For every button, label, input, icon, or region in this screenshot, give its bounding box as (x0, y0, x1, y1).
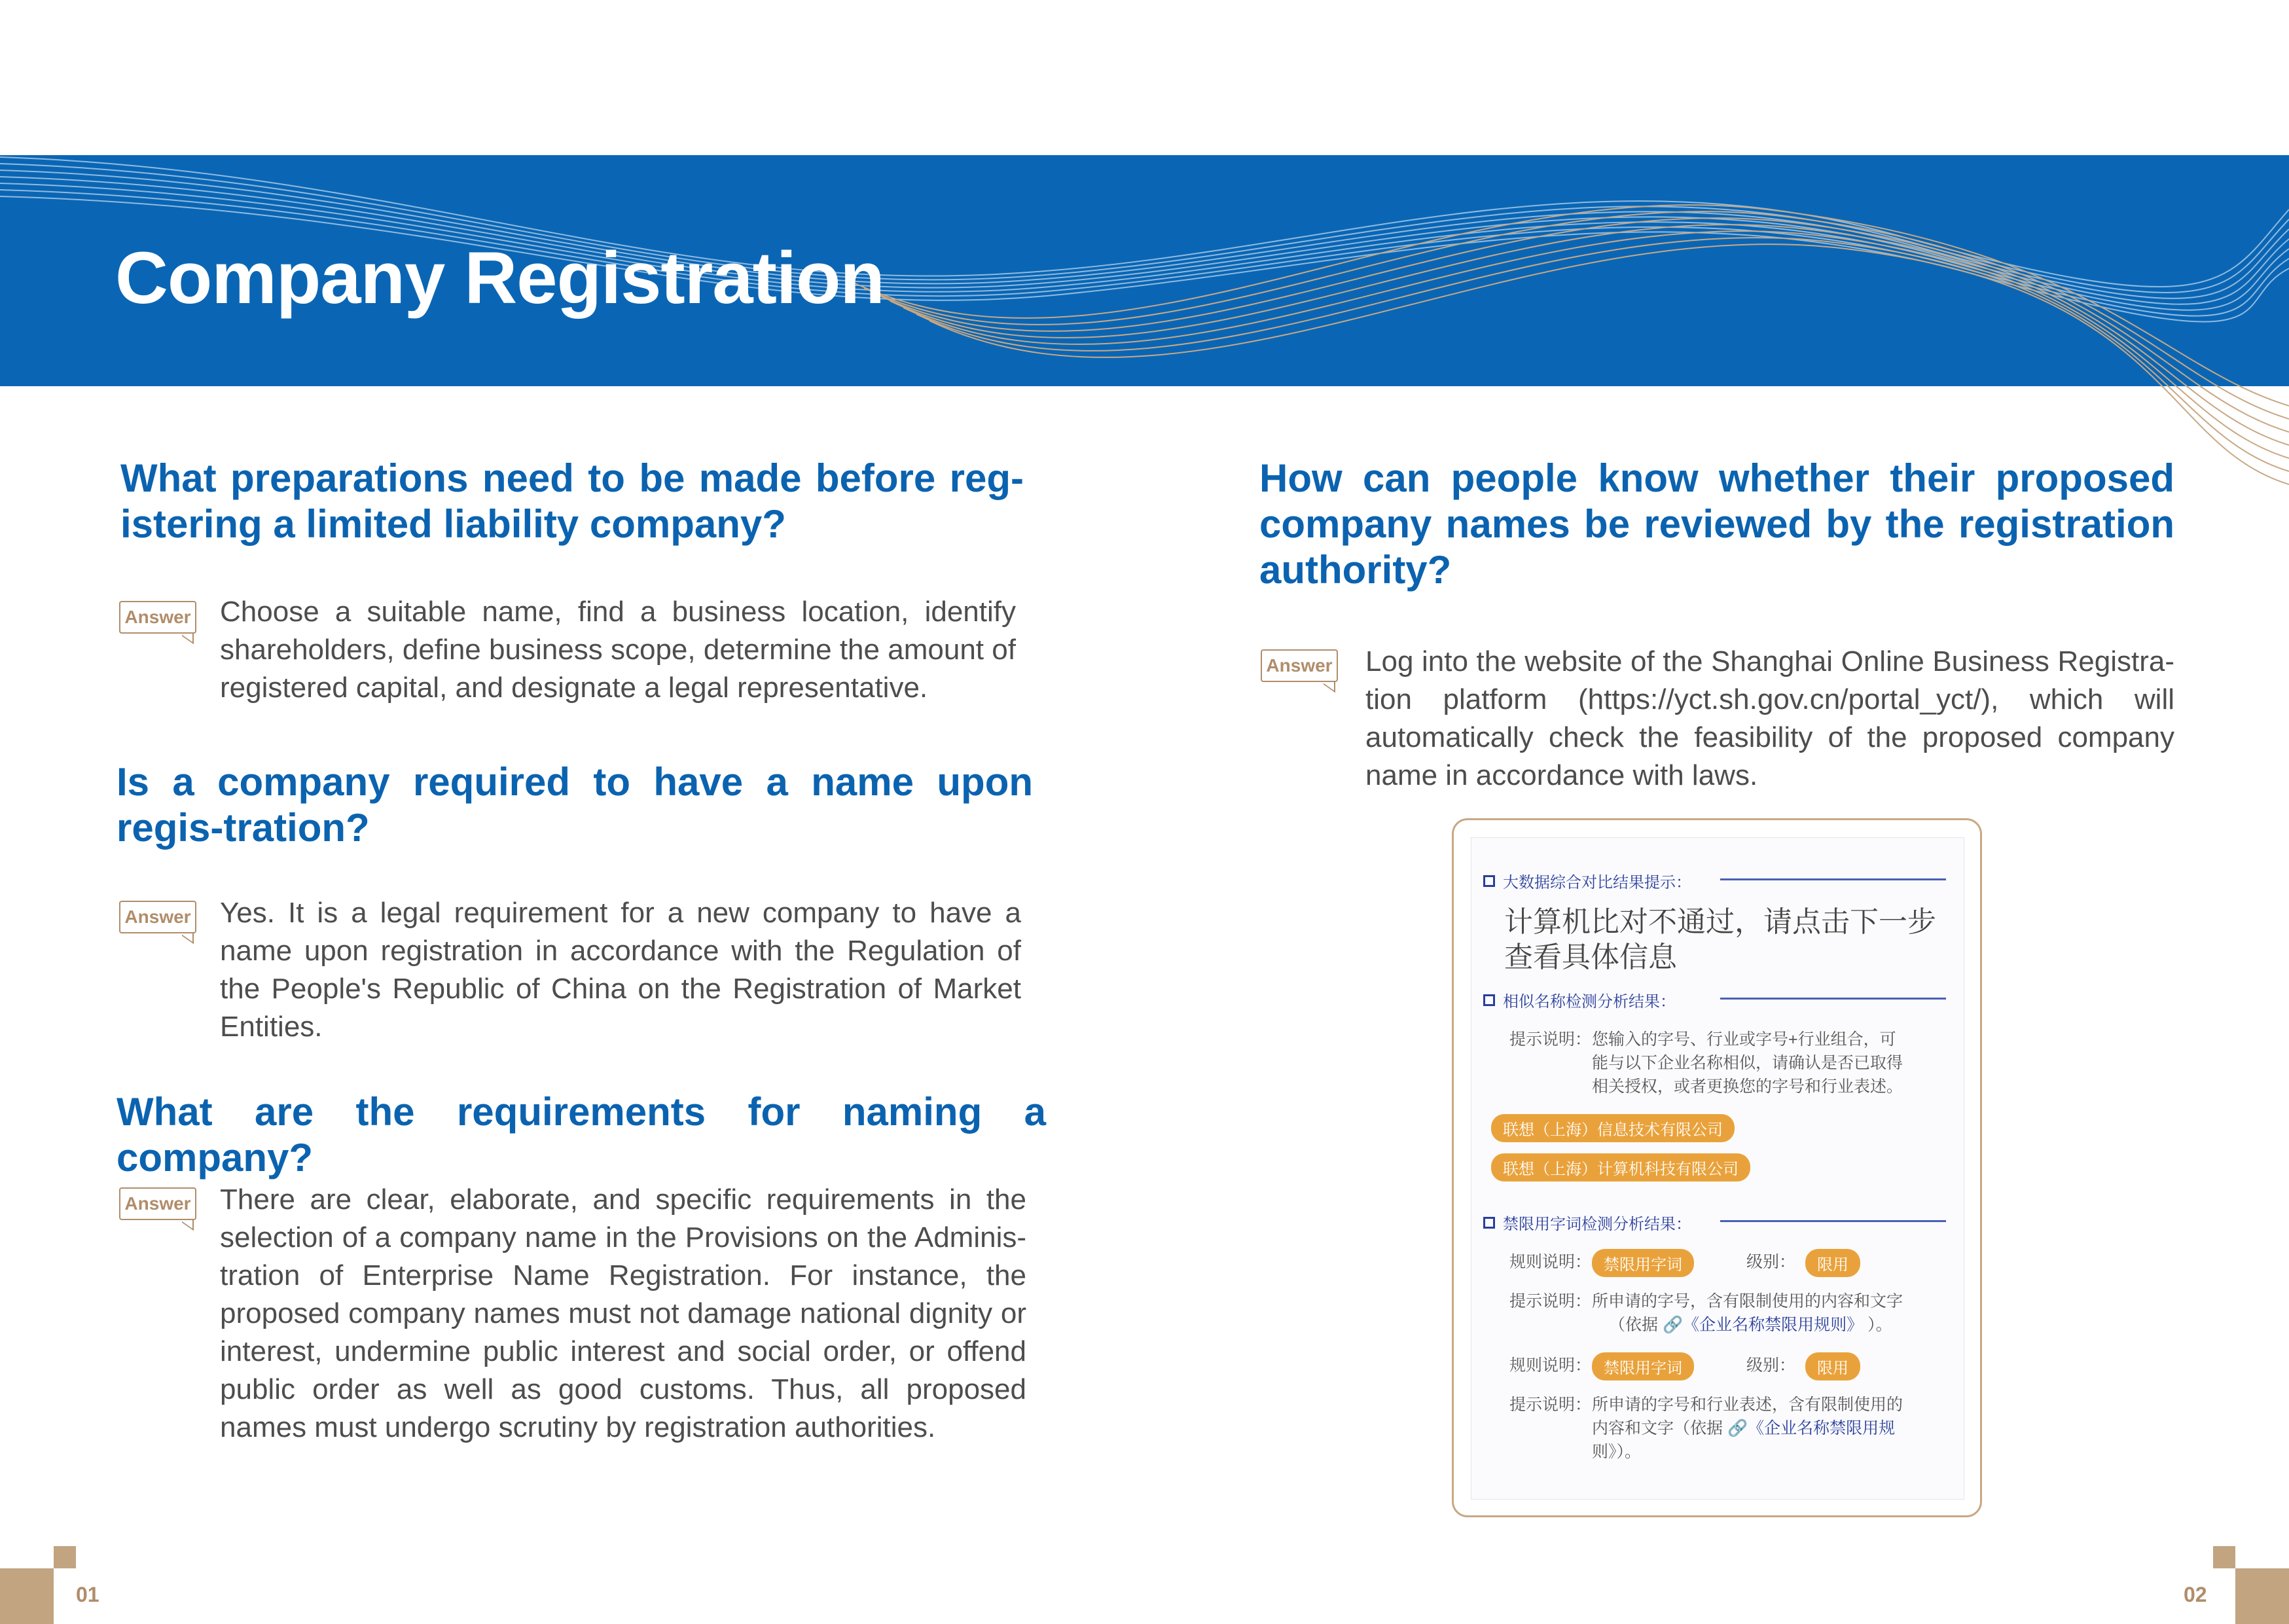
corner-decoration (2235, 1568, 2289, 1624)
rules-link[interactable]: 🔗《企业名称禁限用规则》 (1662, 1316, 1864, 1334)
similar-name-badge: 联想（上海）计算机科技有限公司 (1491, 1153, 1750, 1182)
answer-text: Log into the website of the Shanghai Online Business Registra-tion platform (https://yct.sh.gov.cn/portal_yct/), which will automatically check the feasibility of the proposed company name in accordance with laws. (1365, 645, 2174, 791)
level-badge: 限用 (1805, 1352, 1860, 1380)
section-heading: 大数据综合对比结果提示： (1483, 869, 1691, 892)
question-heading: How can people know whether their proposed company names be reviewed by the registration authority? (1259, 456, 2174, 592)
question-heading: What are the requirements for naming a company? (117, 1090, 1046, 1180)
answer-text: Yes. It is a legal requirement for a new company to have a name upon registration in accordance with the Regulation of the People's Republic of China on the Registration of Market Entities. (220, 897, 1021, 1043)
answer-tag: Answer (119, 1187, 196, 1220)
similar-name-badge: 联想（上海）信息技术有限公司 (1491, 1114, 1735, 1142)
section-heading: 相似名称检测分析结果： (1483, 988, 1676, 1011)
rule-badge: 禁限用字词 (1592, 1352, 1694, 1380)
answer-tag: Answer (119, 601, 196, 634)
section-heading: 禁限用字词检测分析结果： (1483, 1211, 1691, 1234)
corner-decoration (2213, 1546, 2235, 1568)
check-result: 计算机比对不通过，请点击下一步查看具体信息 (1504, 906, 1936, 973)
answer-tag: Answer (119, 901, 196, 933)
corner-decoration (54, 1546, 76, 1568)
answer-tag: Answer (1261, 649, 1338, 682)
answer-text: There are clear, elaborate, and specific requirements in the selection of a company name in the Provisions on the Adminis-tration of Enterprise Name Registration. For instance, the proposed company names must not damage national dignity or interest, undermine public interest and social order, or offend public order as well as good customs. Thus, all proposed names must undergo scrutiny by registration authorities. (220, 1183, 1026, 1443)
answer-text: Choose a suitable name, find a business location, identify shareholders, define business scope, determine the amount of registered capital, and designate a legal representative. (220, 596, 1016, 704)
level-badge: 限用 (1805, 1249, 1860, 1277)
website-screenshot: 大数据综合对比结果提示： 计算机比对不通过，请点击下一步查看具体信息 相似名称检测分析结果： 提示说明： 您输入的字号、行业或字号+行业组合，可 能与以下企业名称相似，请确认是否已取得 相关授权，或者更换您的字号和行业表述。 联想（上海）信息技术有限公司 联想（上海）计算机科技有限公司 禁限用字词检测分析结果： 规则说明： 禁限用字词 级别： 限用 提示说明： 所申请的字号，含有限制使用的内容和文字 （依据 🔗《企业名称禁限用规则》 ）。 规则说明： 禁限用字词 级别： 限用 提示说明： 所申请的字号和行业表述，含有限制使用的 内容和文字（依据 🔗《企业名称禁限用规 则》）。 (1452, 818, 1982, 1517)
page-title: Company Registration (115, 237, 884, 319)
rules-link[interactable]: 🔗《企业名称禁限用规 (1727, 1419, 1896, 1437)
question-heading: Is a company required to have a name upon regis-tration? (117, 760, 1033, 850)
corner-decoration (0, 1568, 54, 1624)
page-number: 02 (2184, 1583, 2207, 1606)
page-number: 01 (76, 1583, 99, 1606)
rule-badge: 禁限用字词 (1592, 1249, 1694, 1277)
question-heading: What preparations need to be made before reg-istering a limited liability company? (120, 456, 1024, 546)
